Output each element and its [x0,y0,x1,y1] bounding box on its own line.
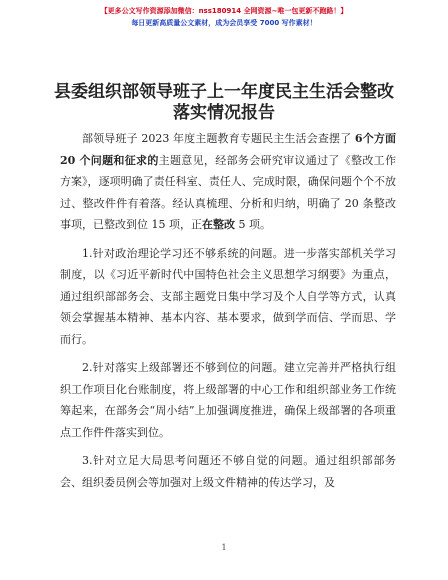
item-1-lead: 1.针对政治理论学习还不够系统的问题。 [82,246,284,260]
item-paragraph-3 [60,450,396,493]
item-paragraph-2 [60,357,396,443]
intro-text-e: 5 项。 [235,218,271,231]
item-3-lead: 3.针对立足大局思考问题还不够自觉的问题。 [82,454,315,467]
document-title [0,82,448,124]
document-body [60,128,396,500]
banner-line-1: 【更多公文写作资源添加微信：nss180914 全网资源~唯一包更新不跑路！】 [100,7,348,15]
item-2-body: 建立完善并严格执行组织工作项目化台账制度，将上级部署的中心工作和组织部业务工作统筹起来，在部务会“周小结”上加强调度推进，确保上级部署的各项重点工作件件落实到位。 [60,361,396,439]
intro-bold-d: 在整改 [202,218,235,231]
intro-text-a: 部领导班子 2023 年度主题教育专题民主生活会查摆了 [82,132,355,145]
item-1-body: 进一步落实部机关学习制度，以《习近平新时代中国特色社会主义思想学习纲要》为重点，通过组织部部务会、支部主题党日集中学习及个人自学等方式，认真领会掌握基本精神、基本内容、基本要求，做到学而信、学而思、学而行。 [60,246,396,346]
banner-line-2: 每日更新高质量公文素材，成为会员享受 7000 写作素材！ [131,19,317,27]
header-banner [0,6,448,28]
page-number: 1 [221,543,227,552]
item-2-lead: 2.针对落实上级部署还不够到位的问题。 [82,361,284,374]
intro-bold-b: 6个方面 20 个问题和征求的 [60,132,397,167]
item-3-body: 通过组织部部务会、组织委员例会等加强对上级文件精神的传达学习，及 [60,454,397,489]
intro-text-c: 主题意见，经部务会研究审议通过了《整改工作方案》，逐项明确了责任科室、责任人、完成时限，确保问题个个不放过、整改件件有着落。经认真梳理、分析和归纳，明确了 20 条整改事项，已整改到位 15 项，正 [60,153,396,231]
intro-paragraph [60,128,396,236]
item-paragraph-1 [60,243,396,351]
title-line-2: 落实情况报告 [173,103,275,123]
title-line-1: 县委组织部领导班子上一年度民主生活会整改 [54,82,394,102]
